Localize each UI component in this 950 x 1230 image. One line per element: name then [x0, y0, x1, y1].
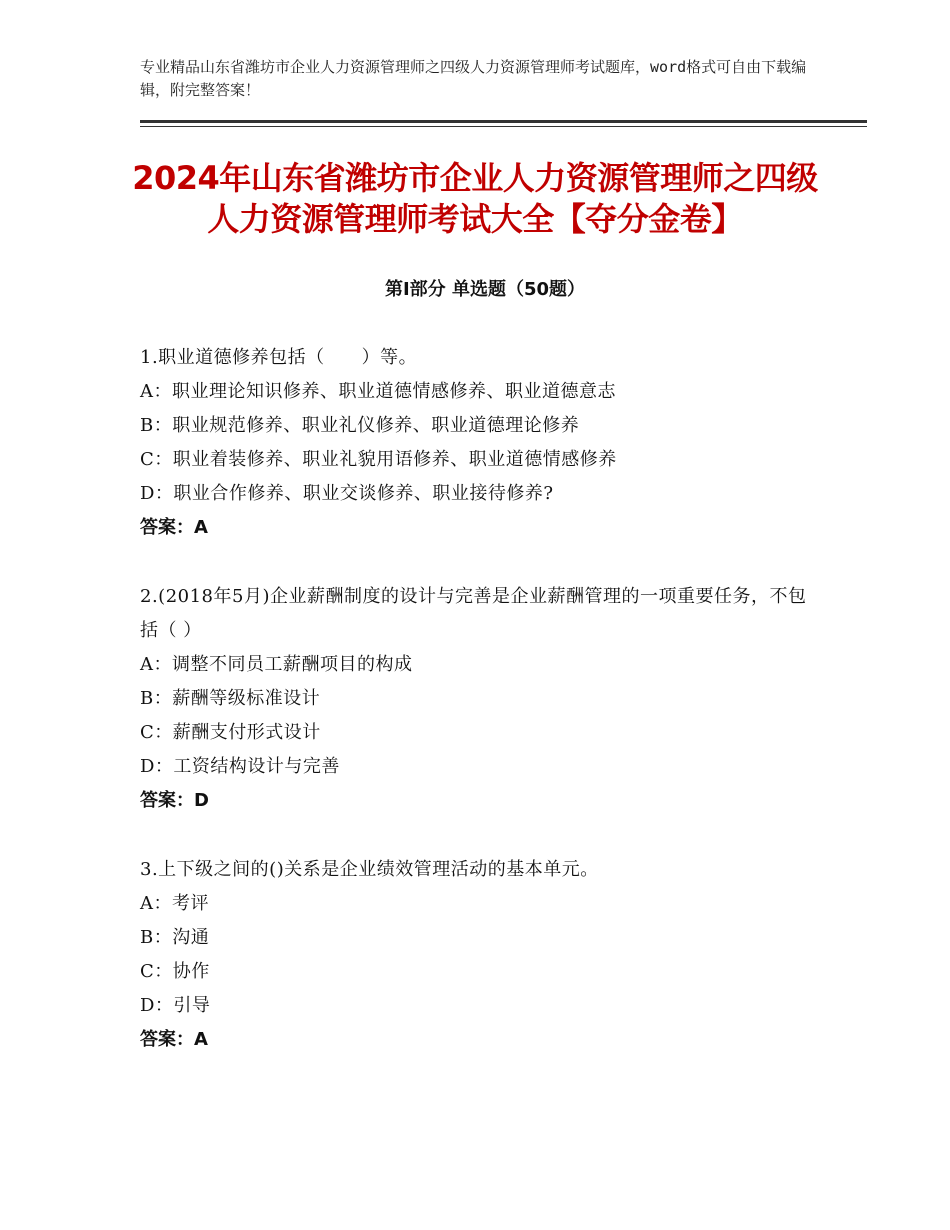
document-title: 2024年山东省潍坊市企业人力资源管理师之四级人力资源管理师考试大全【夺分金卷】	[132, 159, 818, 238]
question-2-option-b: B：薪酬等级标准设计	[140, 688, 321, 709]
question-3-option-d: D：引导	[140, 995, 211, 1016]
question-1-answer: 答案：A	[140, 517, 208, 538]
question-3-option-a: A：考评	[140, 893, 209, 914]
question-3-answer: 答案：A	[140, 1029, 208, 1050]
question-1-option-c: C：职业着装修养、职业礼貌用语修养、职业道德情感修养	[140, 449, 617, 470]
question-3-option-c: C：协作	[140, 961, 210, 982]
header-rule-thick	[140, 120, 867, 123]
question-1-option-d: D：职业合作修养、职业交谈修养、职业接待修养?	[140, 483, 554, 504]
question-2-text: 2.(2018年5月)企业薪酬制度的设计与完善是企业薪酬管理的一项重要任务，不包括（ ）	[140, 586, 807, 641]
question-1	[140, 341, 820, 545]
question-2-answer: 答案：D	[140, 790, 209, 811]
section-heading: 第Ⅰ部分 单选题（50题）	[384, 279, 585, 300]
question-1-option-b: B：职业规范修养、职业礼仪修养、职业道德理论修养	[140, 415, 580, 436]
question-2	[140, 580, 820, 818]
question-3	[140, 853, 820, 1057]
question-1-text: 1.职业道德修养包括（ ）等。	[140, 347, 418, 368]
question-1-option-a: A：职业理论知识修养、职业道德情感修养、职业道德意志	[140, 381, 616, 402]
header-note: 专业精品山东省潍坊市企业人力资源管理师之四级人力资源管理师考试题库，word格式可自由下载编辑，附完整答案！	[140, 58, 807, 99]
question-2-option-d: D：工资结构设计与完善	[140, 756, 340, 777]
question-2-option-a: A：调整不同员工薪酬项目的构成	[140, 654, 413, 675]
question-3-text: 3.上下级之间的()关系是企业绩效管理活动的基本单元。	[140, 859, 599, 880]
header-rule-thin	[140, 126, 867, 127]
question-3-option-b: B：沟通	[140, 927, 210, 948]
question-2-option-c: C：薪酬支付形式设计	[140, 722, 321, 743]
